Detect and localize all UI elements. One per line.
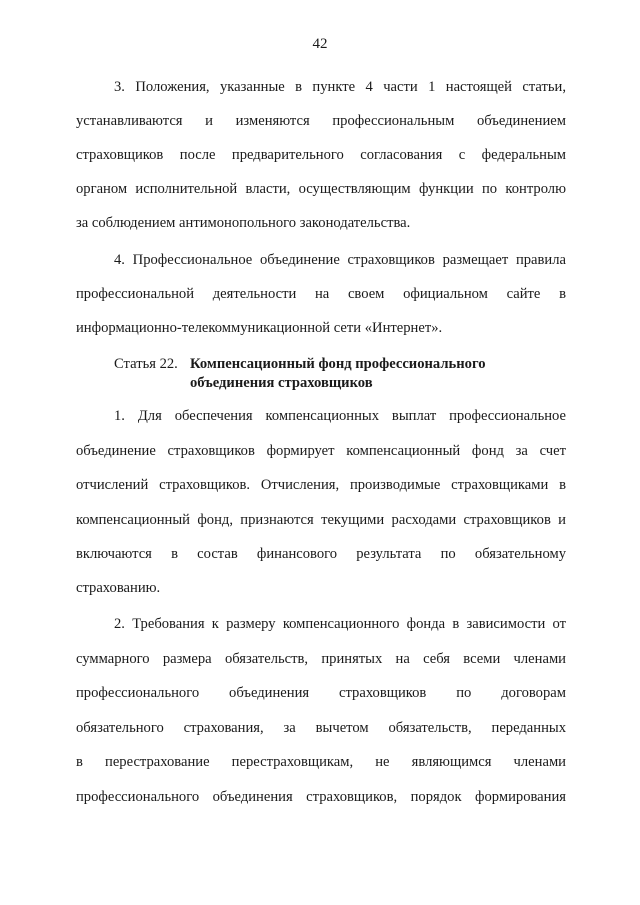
paragraph-3-line-5: за соблюдением антимонопольного законодательства.	[76, 215, 411, 231]
paragraph-3-line-2: устанавливаются и изменяются профессиональным объединением	[76, 113, 566, 129]
article-paragraph-1-line-6: страхованию.	[76, 580, 161, 596]
article-paragraph-2-line-2: суммарного размера обязательств, принятых на себя всеми членами	[76, 651, 566, 667]
paragraph-3-line-4: органом исполнительной власти, осуществляющим функции по контролю	[76, 181, 566, 197]
article-label: Статья 22.	[114, 356, 178, 372]
article-paragraph-1-line-3: отчислений страховщиков. Отчисления, производимые страховщиками в	[76, 477, 566, 493]
article-title-line-2: объединения страховщиков	[190, 375, 373, 391]
article-paragraph-1-line-4: компенсационный фонд, признаются текущими расходами страховщиков и	[76, 512, 566, 528]
article-paragraph-1-line-1: 1. Для обеспечения компенсационных выплат профессиональное	[114, 408, 566, 424]
paragraph-4-line-3: информационно-телекоммуникационной сети «Интернет».	[76, 320, 443, 336]
article-paragraph-2-line-5: в перестрахование перестраховщикам, не являющимся членами	[76, 754, 566, 770]
paragraph-4-line-1: 4. Профессиональное объединение страховщиков размещает правила	[114, 252, 566, 268]
article-paragraph-2-line-1: 2. Требования к размеру компенсационного фонда в зависимости от	[114, 616, 566, 632]
paragraph-3-line-3: страховщиков после предварительного согласования с федеральным	[76, 147, 566, 163]
article-paragraph-2-line-3: профессионального объединения страховщиков по договорам	[76, 685, 566, 701]
page-number: 42	[312, 36, 328, 52]
article-paragraph-1-line-5: включаются в состав финансового результата по обязательному	[76, 546, 566, 562]
article-paragraph-2-line-4: обязательного страхования, за вычетом обязательств, переданных	[76, 720, 566, 736]
article-paragraph-1-line-2: объединение страховщиков формирует компенсационный фонд за счет	[76, 443, 566, 459]
paragraph-4-line-2: профессиональной деятельности на своем официальном сайте в	[76, 286, 566, 302]
article-title-line-1: Компенсационный фонд профессионального	[190, 356, 486, 372]
article-paragraph-2-line-6: профессионального объединения страховщиков, порядок формирования	[76, 789, 566, 805]
paragraph-3-line-1: 3. Положения, указанные в пункте 4 части 1 настоящей статьи,	[114, 79, 566, 95]
